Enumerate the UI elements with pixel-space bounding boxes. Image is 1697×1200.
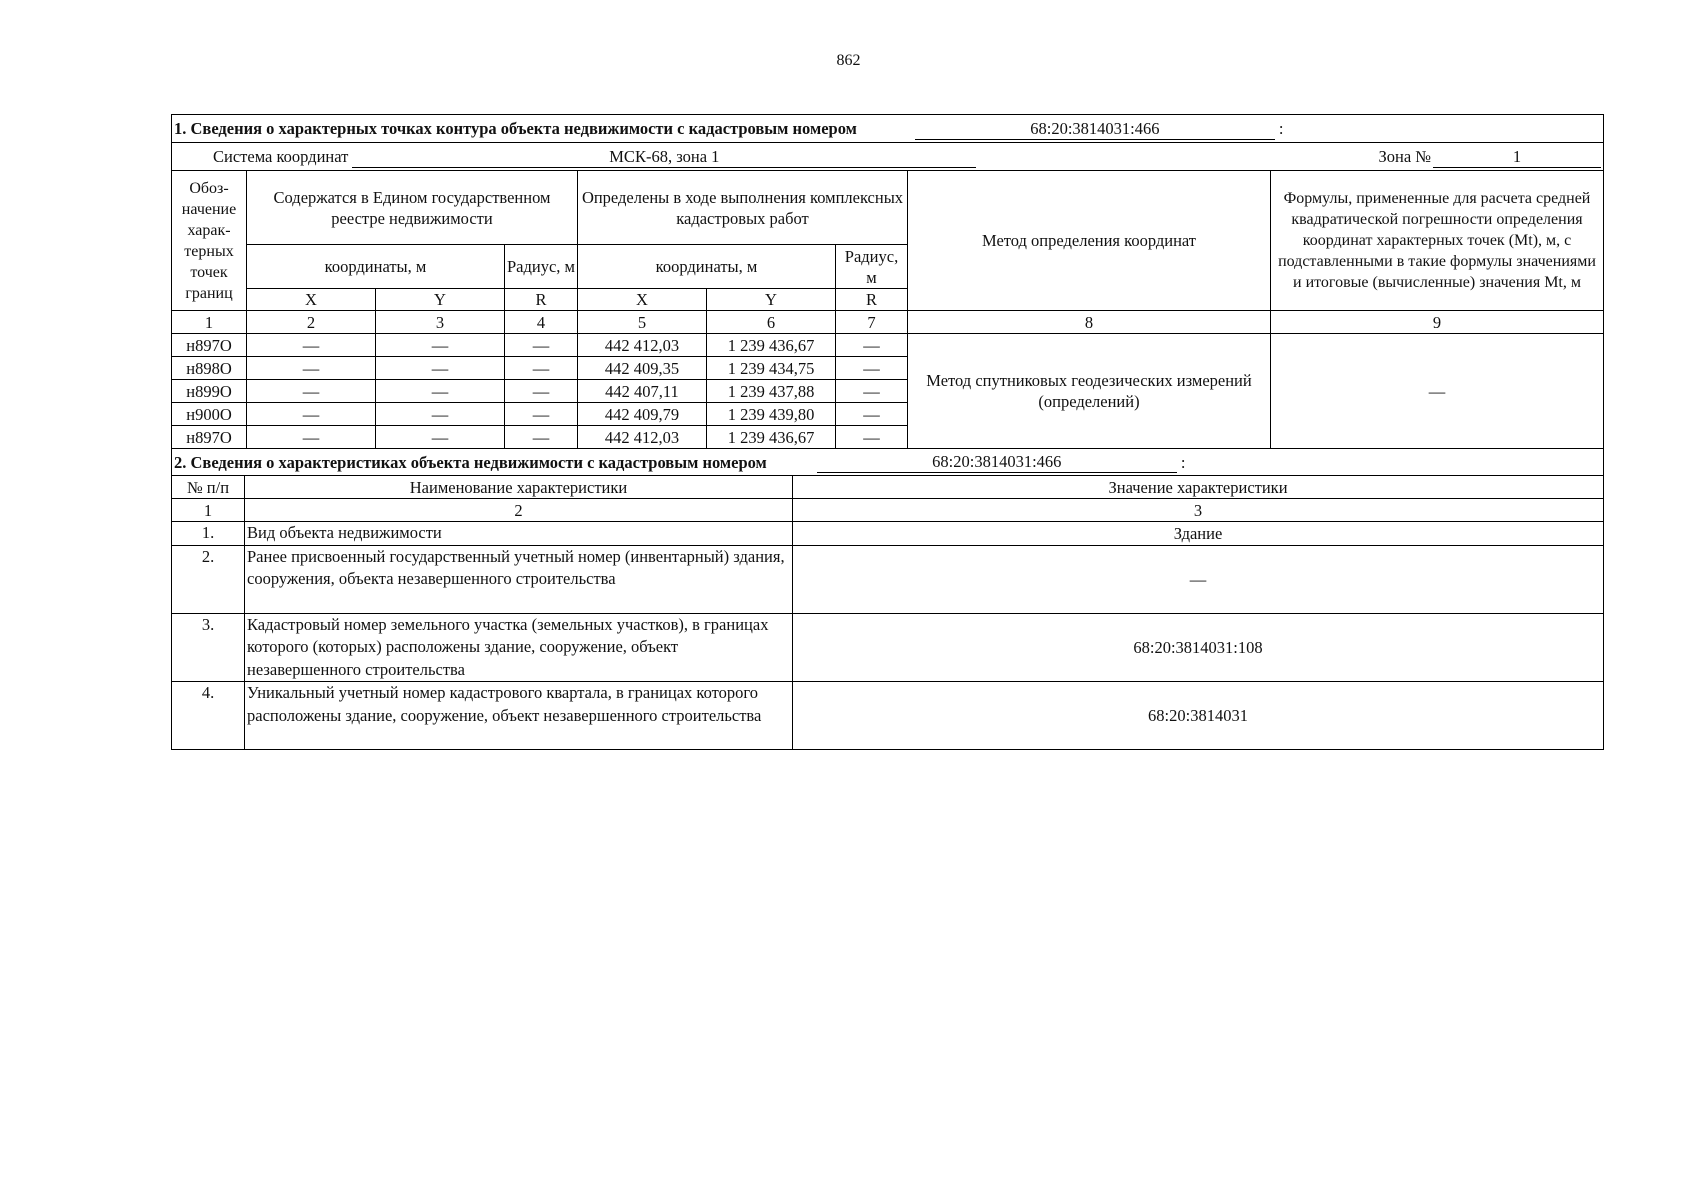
y-old: — <box>376 357 505 380</box>
x-old: — <box>247 380 376 403</box>
y-old: — <box>376 380 505 403</box>
header-y-ckr: Y <box>707 289 836 311</box>
x-new: 442 409,35 <box>578 357 707 380</box>
header-formulas: Формулы, примененные для расчета средней квадратической погрешности определения координат характерных точек (Mt), м, с подставленными в такие формулы значениями и итоговые (вычисленные) значения Mt, м <box>1271 171 1604 311</box>
header-coords-ckr: координаты, м <box>578 245 836 289</box>
column-number: 3 <box>793 499 1604 522</box>
x-new: 442 412,03 <box>578 334 707 357</box>
characteristics-table <box>171 448 1604 750</box>
section1-header-row <box>172 115 1604 143</box>
y-old: — <box>376 403 505 426</box>
column-number: 9 <box>1271 311 1604 334</box>
r-old: — <box>505 357 578 380</box>
y-new: 1 239 437,88 <box>707 380 836 403</box>
x-old: — <box>247 357 376 380</box>
points-table <box>171 114 1604 449</box>
header-x-ckr: X <box>578 289 707 311</box>
point-name: н900О <box>172 403 247 426</box>
x-new: 442 409,79 <box>578 403 707 426</box>
point-name: н899О <box>172 380 247 403</box>
x-old: — <box>247 334 376 357</box>
column-number: 5 <box>578 311 707 334</box>
column-number: 2 <box>245 499 793 522</box>
y-new: 1 239 436,67 <box>707 334 836 357</box>
r-old: — <box>505 426 578 449</box>
row-name: Вид объекта недвижимости <box>245 522 793 546</box>
header-egrn: Содержатся в Едином государственном реестре недвижимости <box>247 171 578 245</box>
section2-cadastral-number: 68:20:3814031:466 <box>817 451 1177 473</box>
header-designation: Обоз-начение харак-терных точек границ <box>172 171 247 311</box>
header-radius-egrn: Радиус, м <box>505 245 578 289</box>
header-y-egrn: Y <box>376 289 505 311</box>
column-number: 7 <box>836 311 908 334</box>
r-new: — <box>836 357 908 380</box>
r-new: — <box>836 426 908 449</box>
row-name: Уникальный учетный номер кадастрового квартала, в границах которого расположены здание, сооружение, объект незавершенного строительства <box>245 682 793 750</box>
zone-label: Зона № <box>1378 147 1432 166</box>
row-value: 68:20:3814031 <box>793 682 1604 750</box>
header-x-egrn: X <box>247 289 376 311</box>
r-old: — <box>505 334 578 357</box>
header-r-ckr: R <box>836 289 908 311</box>
column-number: 4 <box>505 311 578 334</box>
row-num: 1. <box>172 522 245 546</box>
y-new: 1 239 434,75 <box>707 357 836 380</box>
point-name: н898О <box>172 357 247 380</box>
header-name: Наименование характеристики <box>245 476 793 499</box>
x-new: 442 412,03 <box>578 426 707 449</box>
r-new: — <box>836 334 908 357</box>
row-num: 2. <box>172 545 245 613</box>
cadastral-sheet <box>171 114 1603 750</box>
header-value: Значение характеристики <box>793 476 1604 499</box>
section1-suffix: : <box>1278 119 1284 138</box>
row-name: Кадастровый номер земельного участка (земельных участков), в границах которого (которых) расположены здание, сооружение, объект незавершенного строительства <box>245 613 793 682</box>
r-new: — <box>836 380 908 403</box>
column-number: 1 <box>172 499 245 522</box>
section1-title: 1. Сведения о характерных точках контура объекта недвижимости с кадастровым номером <box>174 119 857 138</box>
method-value: Метод спутниковых геодезических измерений (определений) <box>908 334 1271 449</box>
column-numbers-row <box>172 311 1604 334</box>
row-num: 4. <box>172 682 245 750</box>
header-num: № п/п <box>172 476 245 499</box>
y-new: 1 239 436,67 <box>707 426 836 449</box>
r-old: — <box>505 403 578 426</box>
r-new: — <box>836 403 908 426</box>
y-new: 1 239 439,80 <box>707 403 836 426</box>
zone-value: 1 <box>1433 146 1601 168</box>
column-number: 1 <box>172 311 247 334</box>
row-value: — <box>793 545 1604 613</box>
table-row <box>172 682 1604 750</box>
row-value: 68:20:3814031:108 <box>793 613 1604 682</box>
header-ckr: Определены в ходе выполнения комплексных кадастровых работ <box>578 171 908 245</box>
coord-system-row <box>172 143 1604 171</box>
column-numbers-row <box>172 499 1604 522</box>
row-name: Ранее присвоенный государственный учетный номер (инвентарный) здания, сооружения, объекта незавершенного строительства <box>245 545 793 613</box>
coord-system-label: Система координат <box>213 147 349 166</box>
section2-title: 2. Сведения о характеристиках объекта недвижимости с кадастровым номером <box>174 452 767 472</box>
column-number: 8 <box>908 311 1271 334</box>
page-number: 862 <box>836 52 861 69</box>
header-method: Метод определения координат <box>908 171 1271 311</box>
r-old: — <box>505 380 578 403</box>
section2-header-row <box>172 449 1604 476</box>
x-old: — <box>247 403 376 426</box>
column-number: 3 <box>376 311 505 334</box>
table-row <box>172 334 1604 357</box>
column-number: 2 <box>247 311 376 334</box>
coord-system-value: МСК-68, зона 1 <box>352 146 976 168</box>
y-old: — <box>376 426 505 449</box>
row-value: Здание <box>793 522 1604 546</box>
table-row <box>172 545 1604 613</box>
x-old: — <box>247 426 376 449</box>
header-radius-ckr: Радиус, м <box>836 245 908 289</box>
formulas-value: — <box>1271 334 1604 449</box>
x-new: 442 407,11 <box>578 380 707 403</box>
y-old: — <box>376 334 505 357</box>
header-coords-egrn: координаты, м <box>247 245 505 289</box>
section1-cadastral-number: 68:20:3814031:466 <box>915 118 1275 140</box>
row-num: 3. <box>172 613 245 682</box>
table-row <box>172 522 1604 546</box>
header-r-egrn: R <box>505 289 578 311</box>
section2-suffix: : <box>1180 452 1186 472</box>
point-name: н897О <box>172 334 247 357</box>
point-name: н897О <box>172 426 247 449</box>
table-row <box>172 613 1604 682</box>
column-number: 6 <box>707 311 836 334</box>
